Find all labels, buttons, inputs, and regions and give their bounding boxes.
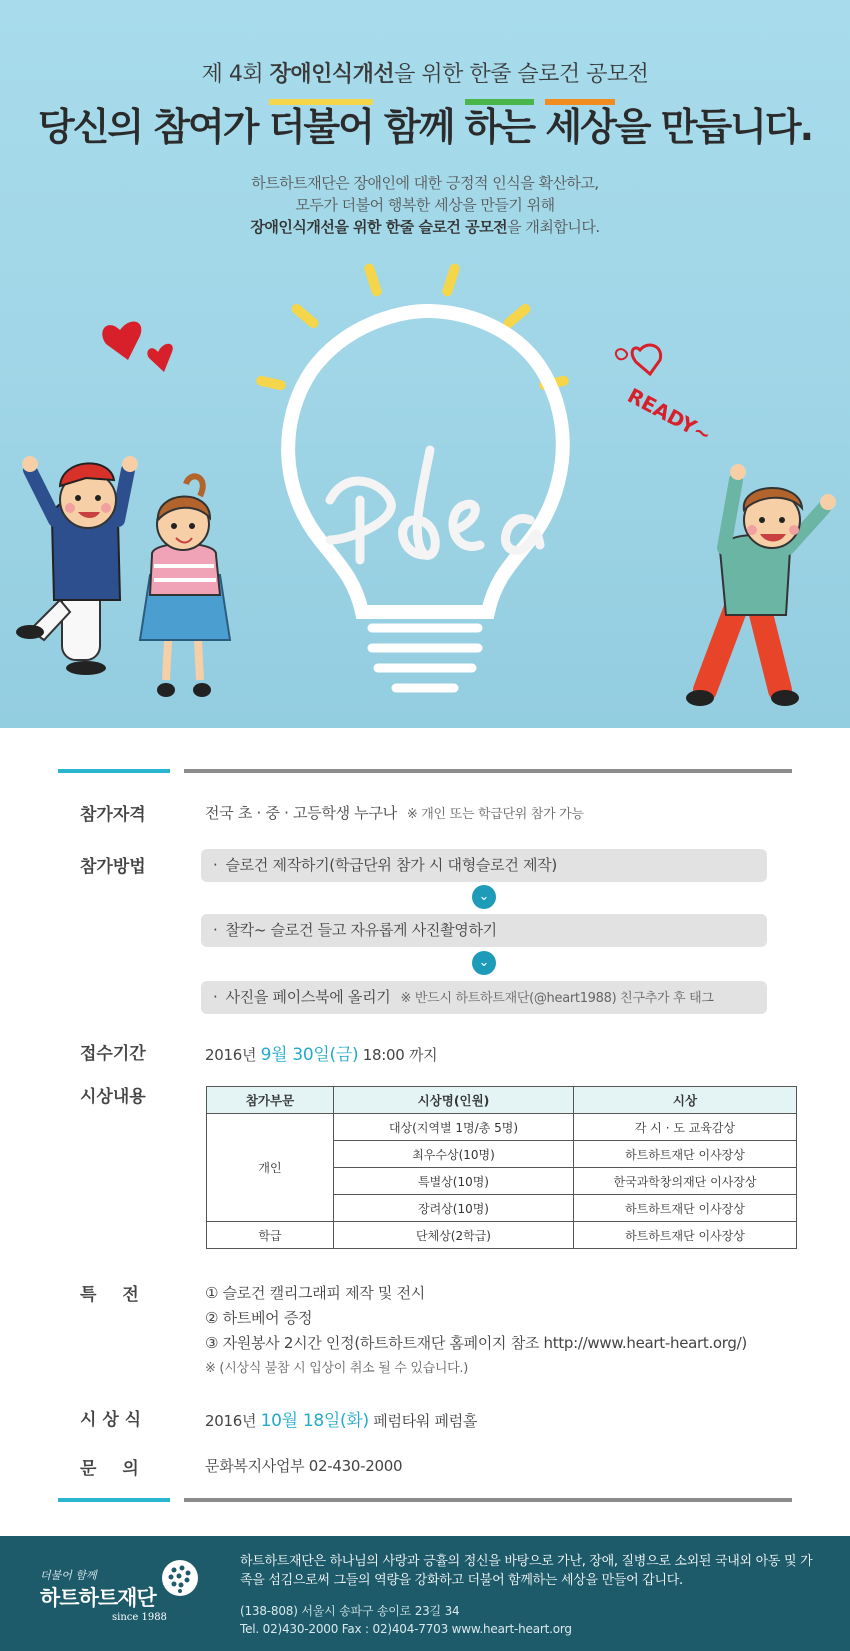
hero-illustration [0, 0, 850, 728]
footer-address [240, 1602, 572, 1638]
table-cell-award: 하트하트재단 이사장상 [574, 1141, 797, 1168]
list-item: ② 하트베어 증정 [205, 1309, 313, 1327]
list-item: ① 슬로건 캘리그래피 제작 및 전시 [205, 1284, 425, 1302]
footer-logo: 하트하트재단 [40, 1586, 156, 1610]
list-item: ③ 자원봉사 2시간 인정(하트하트재단 홈페이지 참조 http://www.heart-heart.org/) [205, 1334, 747, 1352]
table-header: 참가부문 [207, 1087, 334, 1114]
benefits-note: ※ (시상식 불참 시 입상이 취소 될 수 있습니다.) [205, 1361, 469, 1376]
benefits-label: 특 전 [80, 1285, 139, 1305]
footer-logo-since: since 1988 [112, 1612, 167, 1623]
footer-logo-tagline: 더불어 함께 [40, 1569, 97, 1582]
ready-text: READY~ [623, 383, 716, 448]
period-label: 접수기간 [80, 1044, 146, 1064]
table-cell-name: 최우수상(10명) [334, 1141, 574, 1168]
table-cell-name: 대상(지역별 1명/총 5명) [334, 1114, 574, 1141]
ceremony-label: 시 상 식 [80, 1410, 142, 1430]
hero-desc-line1: 하트하트재단은 장애인에 대한 긍정적 인식을 확산하고, [251, 174, 599, 192]
child-boy-left [16, 456, 138, 675]
period-text: 2016년 9월 30일(금) 18:00 까지 [205, 1045, 438, 1065]
eligibility-label: 참가자격 [80, 805, 146, 825]
contact-label: 문 의 [80, 1459, 139, 1479]
chevron-down-icon: ⌄ [472, 885, 496, 909]
footer-address-line: (138-808) 서울시 송파구 송이로 23길 34 [240, 1604, 460, 1618]
table-cell-name: 특별상(10명) [334, 1168, 574, 1195]
section-divider [184, 769, 792, 773]
table-cell-award: 하트하트재단 이사장상 [574, 1222, 797, 1249]
heart-icon [102, 321, 173, 372]
section-divider-accent [58, 769, 170, 773]
ready-doodle [616, 345, 661, 374]
table-row [207, 1114, 797, 1141]
contact-text: 문화복지사업부 02-430-2000 [205, 1457, 403, 1475]
hero-desc-line3: 장애인식개선을 위한 한줄 슬로건 공모전을 개최합니다. [250, 218, 600, 236]
table-header: 시상명(인원) [334, 1087, 574, 1114]
hero-banner [0, 0, 850, 728]
child-girl [140, 476, 230, 697]
table-cell-award: 하트하트재단 이사장상 [574, 1195, 797, 1222]
table-cell-award: 한국과학창의재단 이사장상 [574, 1168, 797, 1195]
hero-title: 당신의 참여가 더불어 함께 하는 세상을 만듭니다. [0, 96, 850, 151]
method-step-1: · 슬로건 제작하기(학급단위 참가 시 대형슬로건 제작) [201, 849, 767, 882]
table-header-row [207, 1087, 797, 1114]
table-cell-category: 개인 [207, 1114, 334, 1222]
idea-rope-text [330, 450, 540, 560]
hero-subtitle: 제 4회 장애인식개선을 위한 한줄 슬로건 공모전 [201, 62, 649, 87]
ceremony-text: 2016년 10월 18일(화) 페럼타워 페럼홀 [205, 1411, 478, 1431]
table-cell-category: 학급 [207, 1222, 334, 1249]
footer [0, 1536, 850, 1651]
section-divider [184, 1498, 792, 1502]
method-label: 참가방법 [80, 857, 146, 877]
method-step-3: · 사진을 페이스북에 올리기 ※ 반드시 하트하트재단(@heart1988) 친구추가 후 태그 [201, 981, 767, 1014]
footer-contact-line: Tel. 02)430-2000 Fax : 02)404-7703 www.heart-heart.org [240, 1622, 572, 1636]
section-divider-accent [58, 1498, 170, 1502]
child-boy-right [686, 464, 836, 706]
heart-emblem-icon [160, 1558, 200, 1598]
method-step-2: · 찰칵~ 슬로건 들고 자유롭게 사진촬영하기 [201, 914, 767, 947]
table-cell-name: 단체상(2학급) [334, 1222, 574, 1249]
hero-desc-line2: 모두가 더불어 행복한 세상을 만들기 위해 [295, 196, 555, 214]
table-header: 시상 [574, 1087, 797, 1114]
awards-label: 시상내용 [80, 1087, 146, 1107]
eligibility-text: 전국 초 · 중 · 고등학생 누구나 ※ 개인 또는 학급단위 참가 가능 [205, 804, 584, 822]
chevron-down-icon: ⌄ [472, 951, 496, 975]
light-rays [255, 262, 569, 391]
awards-table [206, 1086, 797, 1249]
table-cell-name: 장려상(10명) [334, 1195, 574, 1222]
table-row [207, 1222, 797, 1249]
benefits-list [205, 1281, 747, 1381]
footer-description: 하트하트재단은 하나님의 사랑과 긍휼의 정신을 바탕으로 가난, 장애, 질병으로 소외된 국내외 아동 및 가족을 섬김으로써 그들의 역량을 강화하고 더불어 함께하는 세상을 만들어 갑니다. [240, 1554, 813, 1588]
table-cell-award: 각 시 · 도 교육감상 [574, 1114, 797, 1141]
